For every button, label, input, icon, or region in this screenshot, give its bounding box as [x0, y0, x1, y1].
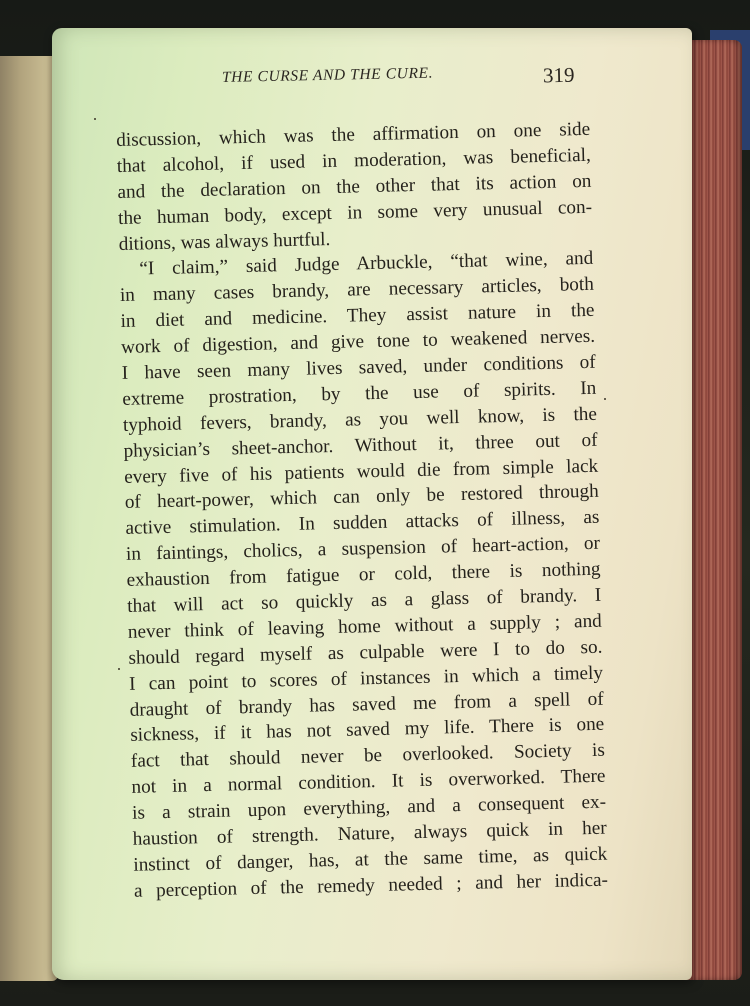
- text-line: active stimulation. In sudden attacks of illness, as: [125, 507, 600, 540]
- text-line: in many cases brandy, are necessary articles, both: [119, 274, 595, 307]
- text-line: I can point to scores of instances in which a timely: [128, 662, 604, 695]
- text-line: physician’s sheet-anchor. Without it, three out of: [123, 429, 598, 462]
- body-text: [116, 117, 608, 905]
- text-line: work of digestion, and give tone to weakened nerves.: [120, 325, 596, 359]
- text-line: a perception of the remedy needed ; and her indica-: [133, 869, 609, 902]
- paper-speck: [118, 668, 120, 670]
- text-line: discussion, which was the affirmation on one side: [116, 118, 591, 151]
- text-line: haustion of strength. Nature, always quick in her: [132, 817, 607, 850]
- text-line: not in a normal condition. It is overworked. There: [131, 765, 606, 799]
- text-line: extreme prostration, by the use of spirits. In: [122, 377, 597, 410]
- running-head: THE CURSE AND THE CURE.: [221, 64, 434, 86]
- facing-page-edge: [0, 56, 58, 981]
- text-line: that will act so quickly as a glass of brandy. I: [127, 584, 602, 617]
- text-line: sickness, if it has not saved my life. There is one: [130, 714, 605, 747]
- text-line: fact that should never be overlooked. Society is: [130, 740, 606, 773]
- page-number: 319: [542, 62, 575, 88]
- text-line: of heart-power, which can only be restored through: [124, 481, 599, 514]
- text-line: “I claim,” said Judge Arbuckle, “that wine, and: [139, 248, 594, 280]
- text-line: every five of his patients would die from simple lack: [123, 455, 599, 488]
- text-line: ditions, was always hurtful.: [118, 228, 331, 255]
- paper-speck: [94, 118, 96, 120]
- paper-speck: [604, 398, 606, 400]
- text-line: I have seen many lives saved, under conditions of: [121, 351, 596, 384]
- text-line: typhoid fevers, brandy, as you well know, is the: [122, 403, 598, 436]
- text-line: in diet and medicine. They assist nature in the: [120, 300, 595, 333]
- text-line: never think of leaving home without a supply ; and: [127, 610, 602, 643]
- page-header: [168, 63, 688, 97]
- text-line: in faintings, cholics, a suspension of heart-action, or: [125, 532, 601, 566]
- text-line: and the declaration on the other that its action on: [117, 170, 592, 203]
- text-line: that alcohol, if used in moderation, was beneficial,: [116, 144, 592, 177]
- text-line: is a strain upon everything, and a consequent ex-: [131, 791, 607, 824]
- text-line: the human body, except in some very unusual con-: [117, 196, 593, 229]
- text-line: should regard myself as culpable were I to do so.: [128, 636, 603, 669]
- text-line: draught of brandy has saved me from a spell of: [129, 688, 604, 721]
- text-line: instinct of danger, has, at the same time, as quick: [133, 843, 608, 876]
- text-line: exhaustion from fatigue or cold, there is nothing: [126, 558, 601, 592]
